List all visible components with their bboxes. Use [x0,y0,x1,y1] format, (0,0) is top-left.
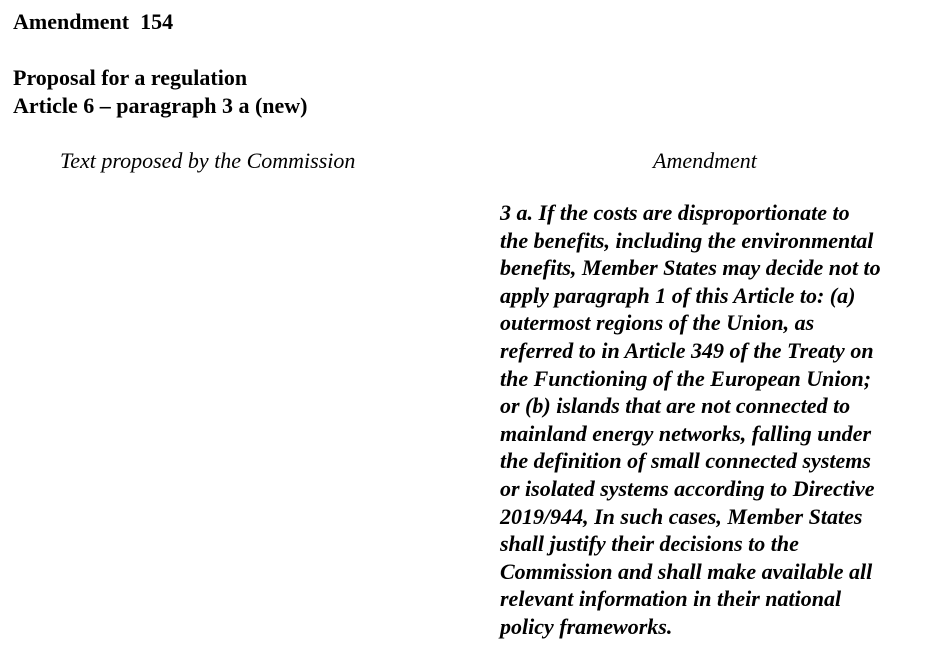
amendment-text-line: referred to in Article 349 of the Treaty on [500,337,874,363]
amendment-text-line: apply paragraph 1 of this Article to: (a) [500,282,856,308]
amendment-text-line: relevant information in their national [500,586,842,612]
amendment-text-line: policy frameworks. [500,613,673,639]
amendment-text-line: the Functioning of the European Union; [500,365,872,391]
amendment-number: Amendment 154 [13,9,174,34]
proposal-heading [13,64,308,120]
amendment-text-line: 3 a. If the costs are disproportionate to [500,200,850,225]
amendment-text-line: outermost regions of the Union, as [500,310,815,336]
amendment-text-line: or (b) islands that are not connected to [500,393,851,419]
amendment-text-line: benefits, Member States may decide not to [500,255,881,281]
amendment-text-line: the benefits, including the environmental [500,227,874,253]
amendment-text [500,199,930,641]
commission-text-header: Text proposed by the Commission [60,148,356,173]
article-reference: Article 6 – paragraph 3 a (new) [13,93,308,118]
amendment-text-line: or isolated systems according to Directive [500,475,875,501]
amendment-text-line: Commission and shall make available all [500,558,873,584]
amendment-column-header: Amendment [653,148,757,173]
amendment-text-line: the definition of small connected systems [500,448,871,474]
amendment-text-line: shall justify their decisions to the [500,531,799,557]
amendment-text-line: 2019/944, In such cases, Member States [500,503,863,529]
proposal-type: Proposal for a regulation [13,65,248,90]
amendment-text-line: mainland energy networks, falling under [500,420,872,446]
